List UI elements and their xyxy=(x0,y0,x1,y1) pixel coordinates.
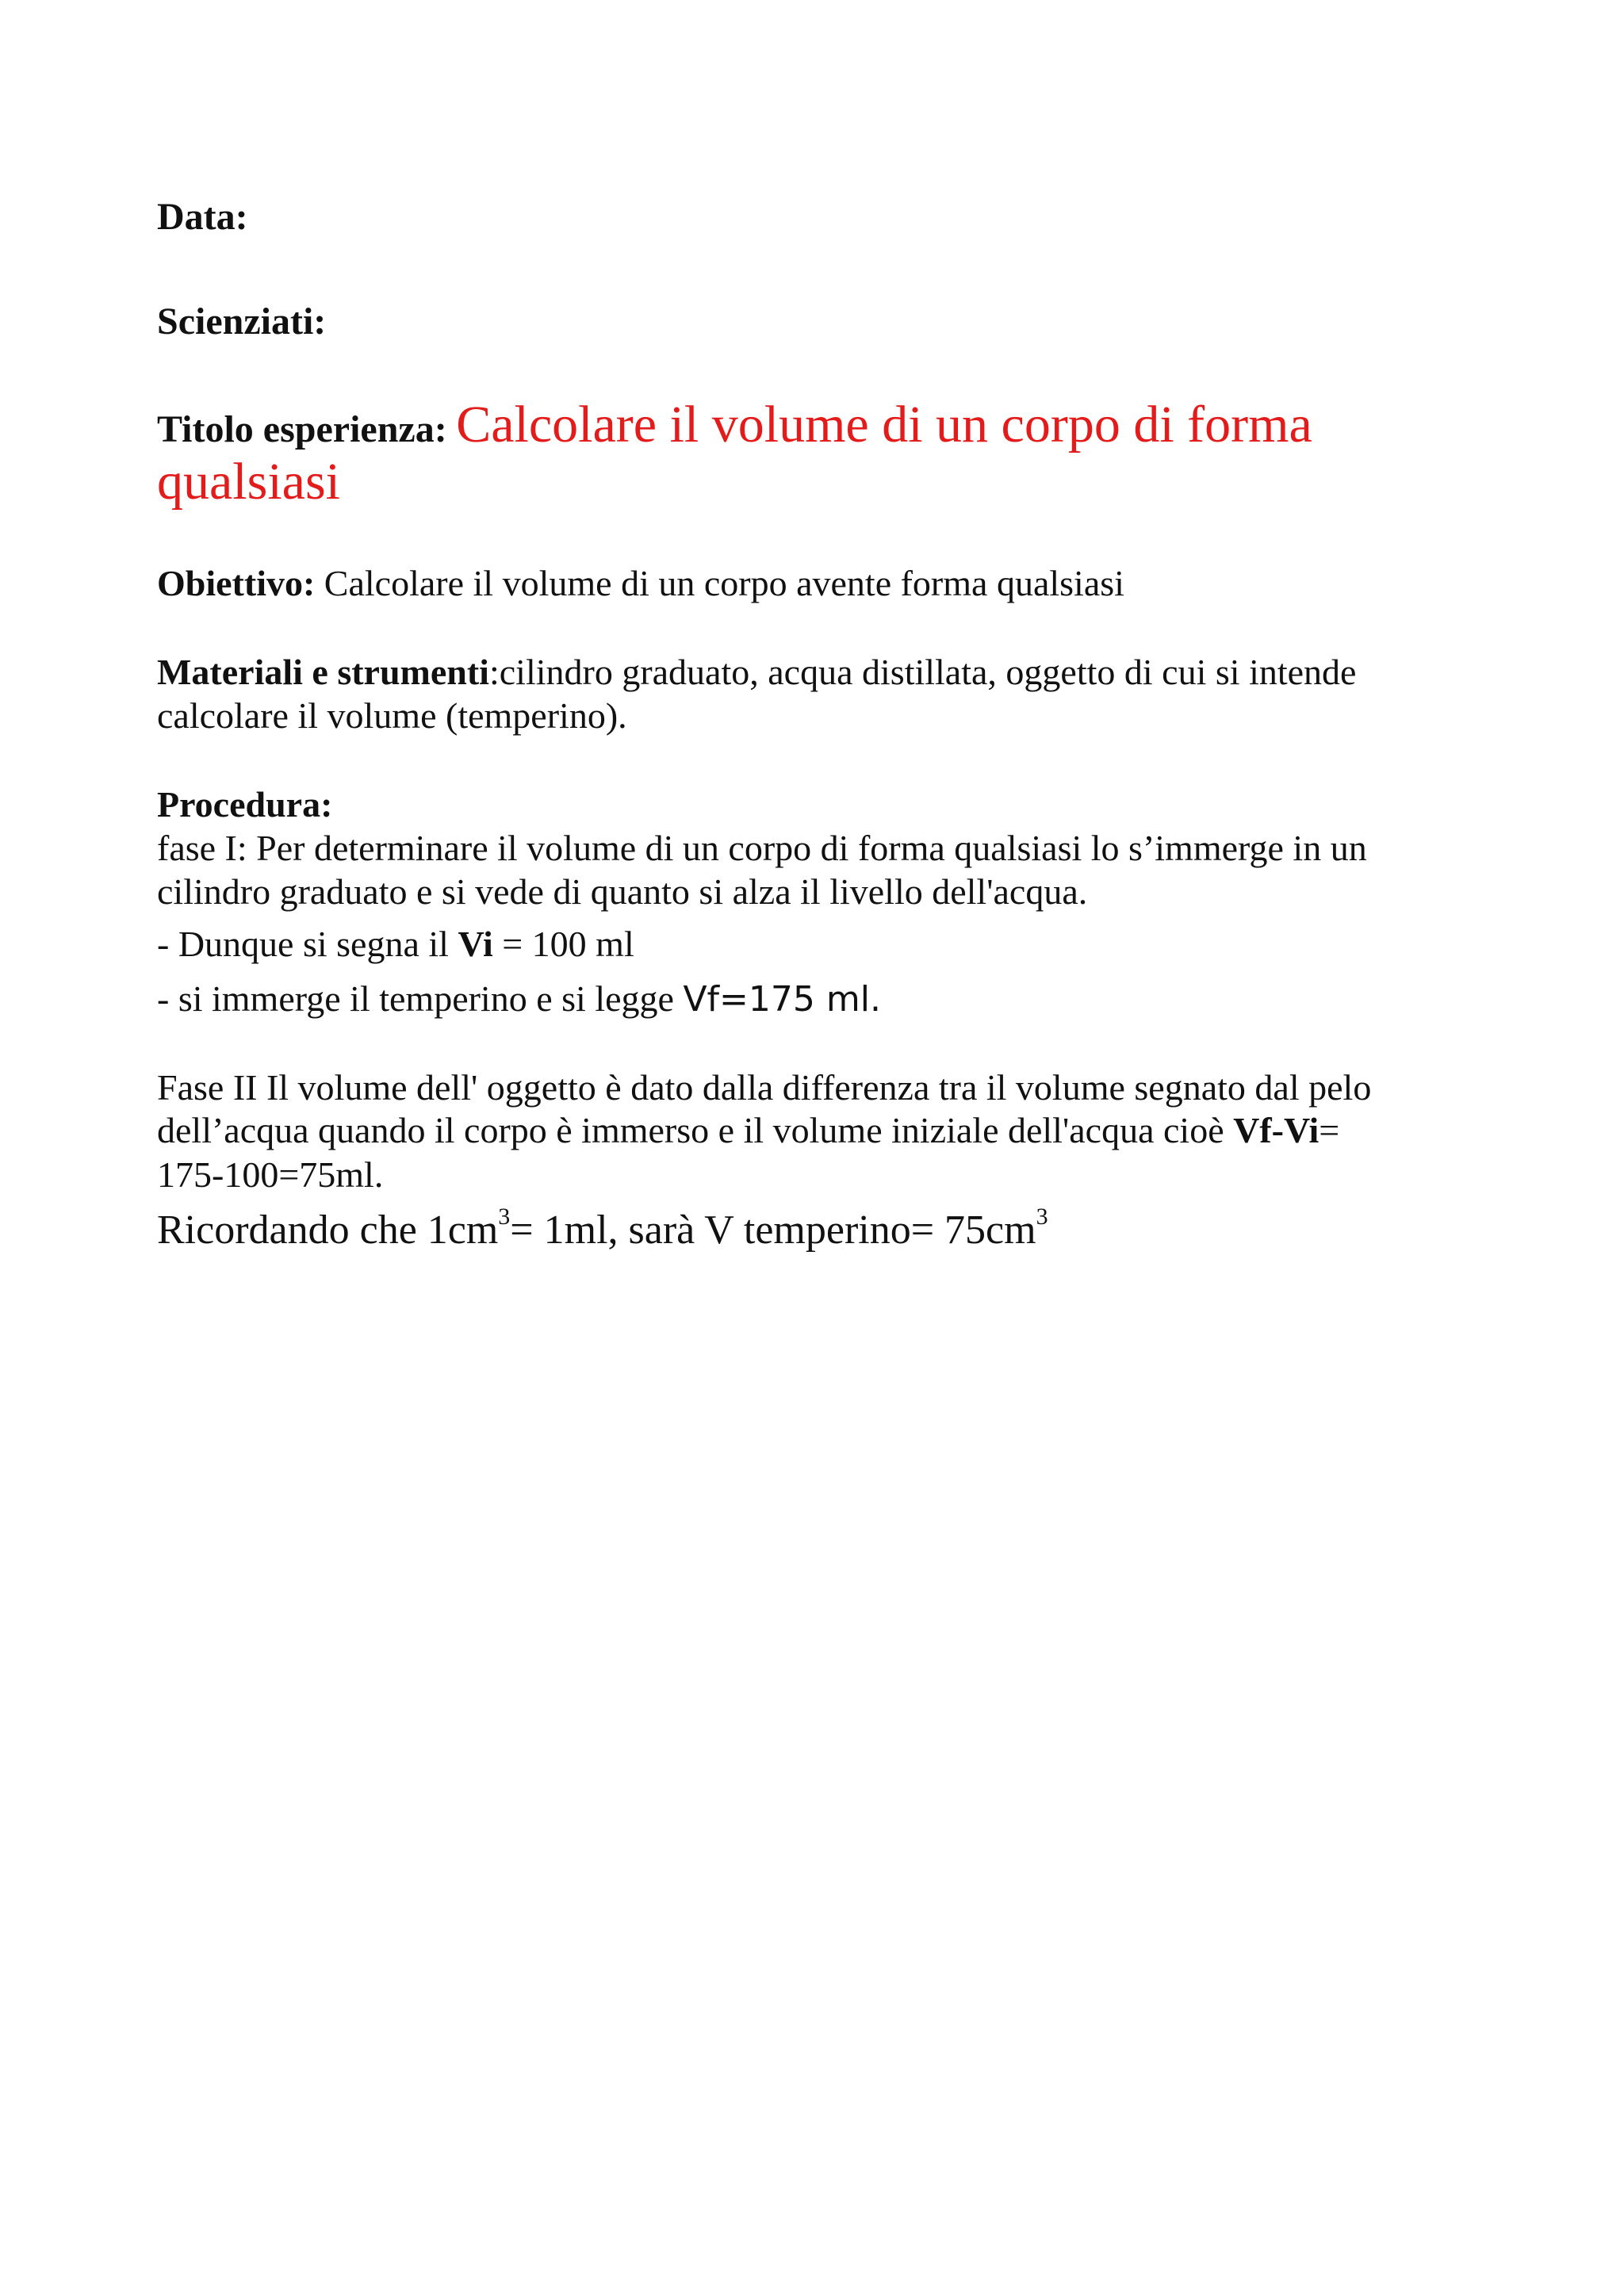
procedura-fase1-line2: cilindro graduato e si vede di quanto si alza il livello dell'acqua. xyxy=(157,871,1088,912)
conclusione-sup2: 3 xyxy=(1036,1203,1048,1230)
materiali-label: Materiali e strumenti xyxy=(157,652,489,692)
procedura-step2 xyxy=(157,977,881,1022)
fase2-line2 xyxy=(157,1108,1339,1153)
obiettivo-label: Obiettivo: xyxy=(157,563,316,603)
conclusione-row xyxy=(157,1203,1048,1253)
procedura-label: Procedura: xyxy=(157,784,333,825)
titolo-row xyxy=(157,396,1312,453)
step2-value: Vf=175 ml. xyxy=(683,979,881,1020)
obiettivo-row xyxy=(157,561,1124,606)
obiettivo-text: Calcolare il volume di un corpo avente forma qualsiasi xyxy=(315,563,1124,603)
conclusione-sup1: 3 xyxy=(498,1203,511,1230)
materiali-row xyxy=(157,650,1356,695)
titolo-label: Titolo esperienza: xyxy=(157,408,447,450)
titolo-value-line2: qualsiasi xyxy=(157,453,340,511)
data-label: Data: xyxy=(157,196,248,238)
materiali-text-line1: :cilindro graduato, acqua distillata, oggetto di cui si intende xyxy=(488,652,1357,692)
procedura-fase1-line1: fase I: Per determinare il volume di un corpo di forma qualsiasi lo s’immerge in un xyxy=(157,828,1367,868)
fase2-line2-suffix: = xyxy=(1319,1110,1340,1150)
materiali-text-line2: calcolare il volume (temperino). xyxy=(157,695,627,736)
scienziati-label: Scienziati: xyxy=(157,300,327,342)
step1-suffix: = 100 ml xyxy=(492,924,634,964)
fase2-line2-prefix: dell’acqua quando il corpo è immerso e il volume iniziale dell'acqua cioè xyxy=(157,1110,1234,1150)
step1-prefix: - Dunque si segna il xyxy=(157,924,458,964)
conclusione-part1: Ricordando che 1cm xyxy=(157,1207,499,1253)
fase2-line1: Fase II Il volume dell' oggetto è dato dalla differenza tra il volume segnato dal pelo xyxy=(157,1067,1372,1108)
step1-var: Vi xyxy=(458,924,493,964)
titolo-value-line1: Calcolare il volume di un corpo di forma xyxy=(456,396,1312,453)
fase2-line3: 175-100=75ml. xyxy=(157,1154,384,1195)
conclusione-part2: = 1ml, sarà V temperino= 75cm xyxy=(510,1207,1036,1253)
procedura-step1 xyxy=(157,922,634,966)
fase2-formula: Vf-Vi xyxy=(1233,1110,1320,1150)
step2-prefix: - si immerge il temperino e si legge xyxy=(157,978,684,1019)
